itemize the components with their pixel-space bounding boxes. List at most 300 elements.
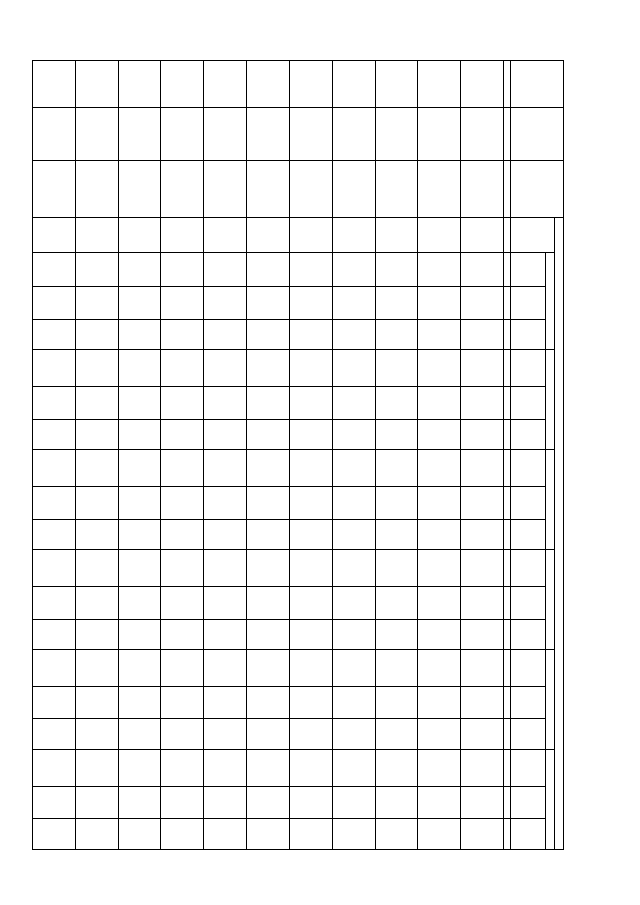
row-value bbox=[118, 519, 161, 550]
row-name bbox=[461, 107, 504, 160]
table-row bbox=[375, 61, 418, 850]
row-value bbox=[332, 350, 375, 387]
row-value bbox=[75, 350, 118, 387]
document-title bbox=[560, 120, 600, 800]
row-value bbox=[332, 519, 375, 550]
row-event bbox=[161, 160, 204, 217]
row-value bbox=[33, 550, 76, 587]
row-name bbox=[375, 107, 418, 160]
subheader bbox=[511, 450, 546, 487]
row-value bbox=[247, 387, 290, 420]
row-value bbox=[204, 650, 247, 687]
row-value bbox=[118, 619, 161, 650]
row-value bbox=[33, 450, 76, 487]
column-number bbox=[504, 819, 511, 850]
row-value bbox=[375, 786, 418, 819]
row-value bbox=[33, 350, 76, 387]
table-row bbox=[118, 61, 161, 850]
row-value bbox=[461, 719, 504, 750]
row-event bbox=[75, 160, 118, 217]
row-value bbox=[118, 786, 161, 819]
row-value bbox=[375, 387, 418, 420]
row-value bbox=[332, 550, 375, 587]
row-value bbox=[118, 287, 161, 320]
row-value bbox=[461, 550, 504, 587]
row-value bbox=[418, 287, 461, 320]
row-value bbox=[33, 519, 76, 550]
row-value bbox=[161, 719, 204, 750]
row-value bbox=[118, 749, 161, 786]
row-value bbox=[118, 350, 161, 387]
row-value bbox=[33, 252, 76, 287]
header-row-top bbox=[555, 61, 564, 850]
subheader bbox=[511, 586, 546, 619]
row-value bbox=[75, 619, 118, 650]
column-number bbox=[504, 160, 511, 217]
row-value bbox=[161, 819, 204, 850]
subheader bbox=[511, 686, 546, 719]
subheader bbox=[511, 387, 546, 420]
row-value bbox=[289, 749, 332, 786]
row-value bbox=[247, 786, 290, 819]
row-value bbox=[289, 519, 332, 550]
row-value bbox=[247, 650, 290, 687]
row-value bbox=[375, 319, 418, 350]
row-value bbox=[375, 819, 418, 850]
row-value bbox=[33, 719, 76, 750]
subheader bbox=[511, 719, 546, 750]
row-value bbox=[289, 586, 332, 619]
row-value bbox=[75, 419, 118, 450]
row-value bbox=[375, 686, 418, 719]
row-value bbox=[289, 252, 332, 287]
row-value bbox=[118, 686, 161, 719]
subheader bbox=[511, 619, 546, 650]
subheader bbox=[511, 819, 546, 850]
row-value bbox=[204, 350, 247, 387]
row-value bbox=[161, 450, 204, 487]
row-value bbox=[75, 550, 118, 587]
row-value bbox=[418, 686, 461, 719]
row-value bbox=[33, 749, 76, 786]
table-row bbox=[289, 61, 332, 850]
column-number bbox=[504, 749, 511, 786]
row-value bbox=[247, 217, 290, 252]
row-value bbox=[418, 819, 461, 850]
row-value bbox=[247, 550, 290, 587]
row-name bbox=[418, 107, 461, 160]
row-value bbox=[375, 586, 418, 619]
row-value bbox=[289, 686, 332, 719]
subheader bbox=[511, 319, 546, 350]
row-value bbox=[75, 519, 118, 550]
row-value bbox=[75, 217, 118, 252]
row-value bbox=[247, 719, 290, 750]
row-value bbox=[332, 749, 375, 786]
table-row bbox=[33, 61, 76, 850]
row-value bbox=[375, 419, 418, 450]
subheader bbox=[511, 786, 546, 819]
row-value bbox=[332, 319, 375, 350]
row-value bbox=[204, 819, 247, 850]
row-value bbox=[418, 519, 461, 550]
row-value bbox=[375, 650, 418, 687]
row-value bbox=[289, 619, 332, 650]
row-value bbox=[289, 550, 332, 587]
row-value bbox=[461, 287, 504, 320]
row-event bbox=[289, 160, 332, 217]
row-status bbox=[247, 61, 290, 108]
row-value bbox=[332, 786, 375, 819]
row-value bbox=[418, 786, 461, 819]
row-value bbox=[204, 287, 247, 320]
row-value bbox=[33, 819, 76, 850]
row-value bbox=[375, 287, 418, 320]
row-value bbox=[461, 487, 504, 520]
row-value bbox=[332, 287, 375, 320]
rotated-table-sheet bbox=[30, 60, 620, 850]
row-value bbox=[375, 487, 418, 520]
table-label bbox=[606, 730, 620, 850]
table-body bbox=[33, 61, 504, 850]
table-row bbox=[161, 61, 204, 850]
header-year-1 bbox=[546, 252, 555, 350]
row-value bbox=[332, 487, 375, 520]
row-status bbox=[118, 61, 161, 108]
row-value bbox=[461, 350, 504, 387]
row-value bbox=[418, 252, 461, 287]
row-value bbox=[332, 387, 375, 420]
row-value bbox=[161, 287, 204, 320]
table-row bbox=[204, 61, 247, 850]
column-number bbox=[504, 350, 511, 387]
row-value bbox=[461, 450, 504, 487]
column-number bbox=[504, 519, 511, 550]
row-value bbox=[33, 786, 76, 819]
subheader bbox=[511, 287, 546, 320]
column-number bbox=[504, 786, 511, 819]
table-row bbox=[461, 61, 504, 850]
column-number bbox=[504, 107, 511, 160]
row-value bbox=[332, 217, 375, 252]
row-value bbox=[161, 586, 204, 619]
column-number bbox=[504, 61, 511, 108]
row-value bbox=[161, 686, 204, 719]
row-name bbox=[33, 107, 76, 160]
row-value bbox=[204, 686, 247, 719]
row-value bbox=[375, 350, 418, 387]
row-value bbox=[75, 387, 118, 420]
column-number bbox=[504, 650, 511, 687]
row-value bbox=[204, 319, 247, 350]
row-value bbox=[204, 450, 247, 487]
column-number bbox=[504, 419, 511, 450]
row-name bbox=[161, 107, 204, 160]
row-value bbox=[461, 217, 504, 252]
row-event bbox=[33, 160, 76, 217]
row-value bbox=[204, 252, 247, 287]
row-value bbox=[247, 419, 290, 450]
row-value bbox=[247, 686, 290, 719]
column-number bbox=[504, 252, 511, 287]
row-value bbox=[461, 586, 504, 619]
header-row-column-numbers bbox=[504, 61, 511, 850]
row-value bbox=[247, 519, 290, 550]
row-value bbox=[461, 419, 504, 450]
row-value bbox=[33, 586, 76, 619]
row-value bbox=[247, 619, 290, 650]
row-value bbox=[247, 586, 290, 619]
row-status bbox=[332, 61, 375, 108]
row-value bbox=[289, 217, 332, 252]
subheader bbox=[511, 252, 546, 287]
row-value bbox=[289, 319, 332, 350]
row-value bbox=[204, 786, 247, 819]
row-value bbox=[75, 450, 118, 487]
row-value bbox=[418, 487, 461, 520]
row-value bbox=[247, 819, 290, 850]
row-value bbox=[161, 387, 204, 420]
row-value bbox=[118, 217, 161, 252]
row-value bbox=[161, 519, 204, 550]
row-value bbox=[247, 252, 290, 287]
row-value bbox=[332, 586, 375, 619]
column-number bbox=[504, 719, 511, 750]
row-event bbox=[204, 160, 247, 217]
subheader bbox=[511, 650, 546, 687]
row-value bbox=[204, 387, 247, 420]
row-value bbox=[118, 419, 161, 450]
row-value bbox=[375, 217, 418, 252]
row-value bbox=[33, 287, 76, 320]
row-value bbox=[247, 287, 290, 320]
row-event bbox=[375, 160, 418, 217]
row-value bbox=[118, 387, 161, 420]
row-value bbox=[161, 217, 204, 252]
row-value bbox=[332, 650, 375, 687]
column-number bbox=[504, 319, 511, 350]
row-value bbox=[247, 487, 290, 520]
row-event bbox=[247, 160, 290, 217]
subheader bbox=[511, 350, 546, 387]
column-number bbox=[504, 450, 511, 487]
row-status bbox=[418, 61, 461, 108]
column-number bbox=[504, 387, 511, 420]
header-status bbox=[511, 61, 564, 108]
row-value bbox=[75, 650, 118, 687]
row-name bbox=[289, 107, 332, 160]
row-value bbox=[161, 252, 204, 287]
row-value bbox=[118, 252, 161, 287]
row-value bbox=[418, 217, 461, 252]
row-value bbox=[289, 719, 332, 750]
row-value bbox=[289, 819, 332, 850]
row-value bbox=[418, 550, 461, 587]
row-value bbox=[33, 487, 76, 520]
row-value bbox=[332, 619, 375, 650]
row-name bbox=[247, 107, 290, 160]
row-status bbox=[204, 61, 247, 108]
row-value bbox=[161, 487, 204, 520]
row-value bbox=[161, 650, 204, 687]
row-value bbox=[204, 419, 247, 450]
row-value bbox=[289, 287, 332, 320]
column-number bbox=[504, 619, 511, 650]
subheader bbox=[511, 550, 546, 587]
row-value bbox=[204, 586, 247, 619]
row-value bbox=[75, 819, 118, 850]
row-value bbox=[375, 619, 418, 650]
row-event bbox=[118, 160, 161, 217]
row-value bbox=[118, 450, 161, 487]
subheader bbox=[511, 487, 546, 520]
row-event bbox=[418, 160, 461, 217]
row-value bbox=[247, 450, 290, 487]
row-value bbox=[461, 786, 504, 819]
row-value bbox=[375, 450, 418, 487]
row-value bbox=[118, 819, 161, 850]
row-value bbox=[332, 686, 375, 719]
row-value bbox=[33, 619, 76, 650]
row-value bbox=[375, 749, 418, 786]
row-value bbox=[332, 419, 375, 450]
row-value bbox=[289, 419, 332, 450]
row-value bbox=[289, 650, 332, 687]
row-status bbox=[161, 61, 204, 108]
row-value bbox=[289, 786, 332, 819]
row-value bbox=[75, 487, 118, 520]
row-value bbox=[204, 749, 247, 786]
row-name bbox=[118, 107, 161, 160]
row-value bbox=[161, 550, 204, 587]
column-number bbox=[504, 586, 511, 619]
row-value bbox=[418, 586, 461, 619]
table-row bbox=[75, 61, 118, 850]
row-event bbox=[461, 160, 504, 217]
row-value bbox=[332, 252, 375, 287]
row-value bbox=[418, 650, 461, 687]
subheader bbox=[511, 519, 546, 550]
row-value bbox=[204, 487, 247, 520]
row-value bbox=[289, 387, 332, 420]
row-value bbox=[418, 319, 461, 350]
row-status bbox=[75, 61, 118, 108]
row-value bbox=[204, 719, 247, 750]
row-value bbox=[332, 450, 375, 487]
subheader bbox=[511, 419, 546, 450]
row-value bbox=[461, 387, 504, 420]
row-value bbox=[247, 319, 290, 350]
row-value bbox=[161, 786, 204, 819]
row-value bbox=[204, 550, 247, 587]
header-year-4 bbox=[546, 550, 555, 650]
header-year-3 bbox=[546, 450, 555, 550]
row-value bbox=[289, 350, 332, 387]
row-value bbox=[204, 519, 247, 550]
row-value bbox=[118, 719, 161, 750]
row-value bbox=[375, 519, 418, 550]
row-value bbox=[118, 487, 161, 520]
row-value bbox=[118, 319, 161, 350]
row-value bbox=[418, 419, 461, 450]
row-value bbox=[375, 550, 418, 587]
header-total bbox=[511, 217, 555, 252]
header-year-2 bbox=[546, 350, 555, 450]
row-value bbox=[289, 487, 332, 520]
column-number bbox=[504, 550, 511, 587]
column-number bbox=[504, 686, 511, 719]
row-value bbox=[118, 550, 161, 587]
row-value bbox=[461, 749, 504, 786]
row-value bbox=[375, 252, 418, 287]
row-value bbox=[418, 749, 461, 786]
row-value bbox=[461, 650, 504, 687]
row-value bbox=[33, 419, 76, 450]
row-value bbox=[118, 650, 161, 687]
row-status bbox=[33, 61, 76, 108]
row-value bbox=[461, 819, 504, 850]
row-value bbox=[461, 519, 504, 550]
row-value bbox=[75, 686, 118, 719]
row-name bbox=[204, 107, 247, 160]
header-year-5 bbox=[546, 650, 555, 750]
column-number bbox=[504, 217, 511, 252]
row-value bbox=[161, 419, 204, 450]
row-value bbox=[332, 819, 375, 850]
row-value bbox=[33, 319, 76, 350]
row-value bbox=[75, 252, 118, 287]
row-value bbox=[33, 686, 76, 719]
row-value bbox=[332, 719, 375, 750]
row-value bbox=[75, 586, 118, 619]
row-value bbox=[204, 217, 247, 252]
column-number bbox=[504, 287, 511, 320]
row-value bbox=[33, 650, 76, 687]
row-value bbox=[75, 319, 118, 350]
row-value bbox=[161, 749, 204, 786]
row-value bbox=[418, 450, 461, 487]
header-name bbox=[511, 107, 564, 160]
column-number bbox=[504, 487, 511, 520]
header-event bbox=[511, 160, 564, 217]
page-number bbox=[300, 876, 340, 896]
row-value bbox=[418, 719, 461, 750]
header-top-group bbox=[555, 217, 564, 849]
row-value bbox=[289, 450, 332, 487]
row-value bbox=[418, 387, 461, 420]
row-value bbox=[461, 319, 504, 350]
table-row bbox=[332, 61, 375, 850]
row-value bbox=[204, 619, 247, 650]
table-row bbox=[418, 61, 461, 850]
row-status bbox=[461, 61, 504, 108]
subheader bbox=[511, 749, 546, 786]
header-year-6 bbox=[546, 749, 555, 849]
row-value bbox=[75, 786, 118, 819]
row-status bbox=[375, 61, 418, 108]
row-value bbox=[418, 350, 461, 387]
row-value bbox=[461, 252, 504, 287]
row-value bbox=[161, 350, 204, 387]
row-value bbox=[75, 749, 118, 786]
row-status bbox=[289, 61, 332, 108]
row-name bbox=[332, 107, 375, 160]
row-value bbox=[247, 749, 290, 786]
row-value bbox=[118, 586, 161, 619]
row-value bbox=[461, 686, 504, 719]
row-value bbox=[247, 350, 290, 387]
row-value bbox=[161, 319, 204, 350]
